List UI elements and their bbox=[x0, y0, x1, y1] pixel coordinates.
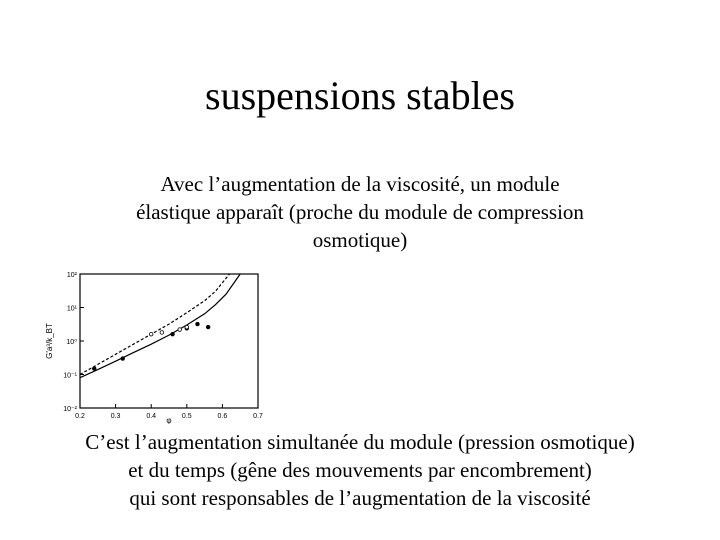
y-tick-label: 10⁰ bbox=[66, 339, 77, 346]
chart-svg bbox=[36, 268, 276, 424]
y-tick-label: 10¹ bbox=[66, 305, 77, 313]
open-data-point bbox=[149, 332, 153, 336]
dashed-series-line bbox=[80, 274, 230, 375]
x-tick-label: 0.5 bbox=[181, 413, 192, 420]
intro-line: élastique apparaît (proche du module de compression bbox=[136, 200, 584, 224]
x-tick-label: 0.2 bbox=[75, 413, 85, 420]
x-tick-label: 0.6 bbox=[217, 413, 228, 420]
y-tick-label: 10² bbox=[66, 272, 77, 279]
filled-data-point bbox=[121, 357, 125, 361]
plot-frame bbox=[80, 274, 258, 408]
filled-data-point bbox=[206, 325, 210, 329]
open-data-point bbox=[160, 331, 164, 335]
series-group bbox=[80, 274, 240, 378]
y-tick-label: 10⁻² bbox=[63, 406, 77, 413]
filled-data-point bbox=[196, 322, 200, 326]
slide-title: suspensions stables bbox=[205, 73, 515, 118]
x-tick-label: 0.4 bbox=[146, 413, 157, 420]
y-axis-label-group bbox=[45, 323, 54, 359]
conclusion-line: qui sont responsables de l’augmentation de la viscosité bbox=[129, 486, 591, 510]
intro-line: Avec l’augmentation de la viscosité, un module bbox=[160, 172, 560, 196]
filled-data-point bbox=[92, 367, 96, 371]
open-data-point bbox=[178, 328, 182, 332]
modulus-chart bbox=[36, 268, 276, 429]
x-tick-label: 0.3 bbox=[110, 413, 121, 420]
y-tick-label: 10⁻¹ bbox=[63, 372, 77, 380]
open-data-point bbox=[185, 325, 189, 329]
intro-text bbox=[60, 170, 660, 254]
x-axis-label: φ bbox=[166, 416, 172, 424]
tick-group bbox=[63, 272, 263, 420]
conclusion-line: et du temps (gêne des mouvements par encombrement) bbox=[128, 458, 592, 482]
conclusion-text bbox=[0, 428, 720, 512]
intro-line: osmotique) bbox=[312, 228, 408, 252]
y-axis-label: G'a³/k_BT bbox=[45, 323, 54, 359]
conclusion-line: C’est l’augmentation simultanée du module (pression osmotique) bbox=[85, 430, 635, 454]
x-tick-label: 0.7 bbox=[253, 413, 263, 420]
filled-data-point bbox=[171, 332, 175, 336]
